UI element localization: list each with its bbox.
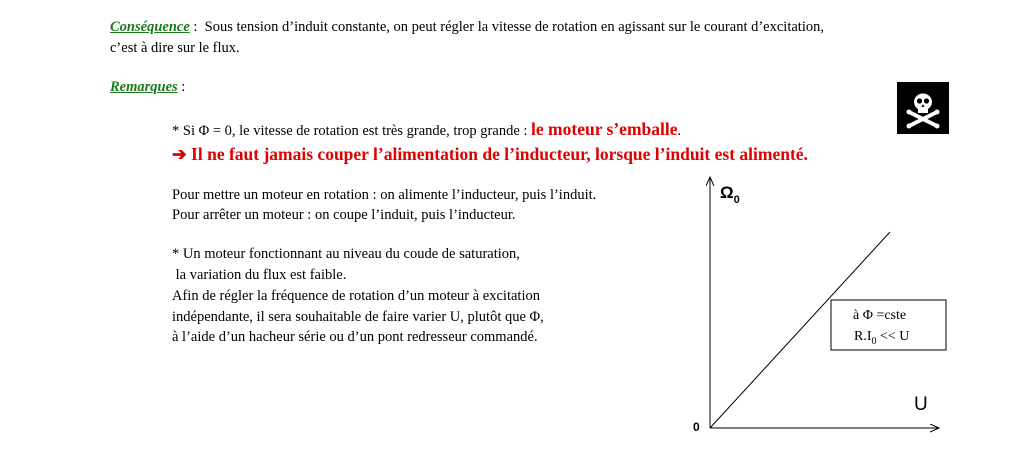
remark-saturation-line-5: à l’aide d’un hacheur série ou d’un pont redresseur commandé.: [172, 329, 538, 345]
consequence-text-1: Sous tension d’induit constante, on peut régler la vitesse de rotation en agissant sur le courant d’excitation,: [204, 19, 824, 35]
right-arrow-icon: ➔: [172, 144, 187, 164]
consequence-line-1: [110, 17, 824, 38]
remark-emballe: [172, 118, 681, 142]
constant-flux-annotation: [831, 300, 946, 350]
remark-saturation-line-2: la variation du flux est faible.: [172, 267, 347, 283]
speed-vs-voltage-chart: [690, 170, 960, 442]
remark-saturation-line-1: * Un moteur fonctionnant au niveau du coude de saturation,: [172, 246, 520, 262]
remark-emballe-prefix: * Si Φ = 0, le vitesse de rotation est très grande, trop grande :: [172, 123, 532, 139]
remark-emballe-emphasis: le moteur s’emballe: [531, 119, 678, 139]
annotation-line-2: $R.I_0 << U$: [854, 329, 910, 347]
remark-saturation-line-3: Afin de régler la fréquence de rotation d’un moteur à excitation: [172, 288, 540, 304]
remark-saturation-line-4: indépendante, il sera souhaitable de faire varier U, plutôt que Φ,: [172, 309, 544, 325]
skull-crossbones-icon: [897, 82, 949, 134]
remark-emballe-suffix: .: [677, 123, 682, 139]
annotation-line-1: à Φ =cste: [853, 308, 907, 323]
remarques-separator: :: [177, 79, 186, 95]
remarques-label: Remarques: [110, 79, 178, 95]
y-axis-label: $\Omega_0$: [720, 183, 740, 206]
warning-line: [172, 143, 808, 165]
remarques-heading: [110, 77, 185, 98]
x-axis-label: U: [914, 394, 928, 415]
consequence-label: Conséquence: [110, 19, 190, 35]
procedure-line-2: Pour arrêter un moteur : on coupe l’induit, puis l’inducteur.: [172, 207, 516, 223]
origin-label: 0: [693, 420, 700, 434]
consequence-line-2: c’est à dire sur le flux.: [110, 40, 240, 56]
warning-text: Il ne faut jamais couper l’alimentation de l’inducteur, lorsque l’induit est alimenté.: [191, 144, 808, 164]
procedure-line-1: Pour mettre un moteur en rotation : on alimente l’inducteur, puis l’induit.: [172, 187, 597, 203]
consequence-separator: :: [189, 19, 198, 35]
